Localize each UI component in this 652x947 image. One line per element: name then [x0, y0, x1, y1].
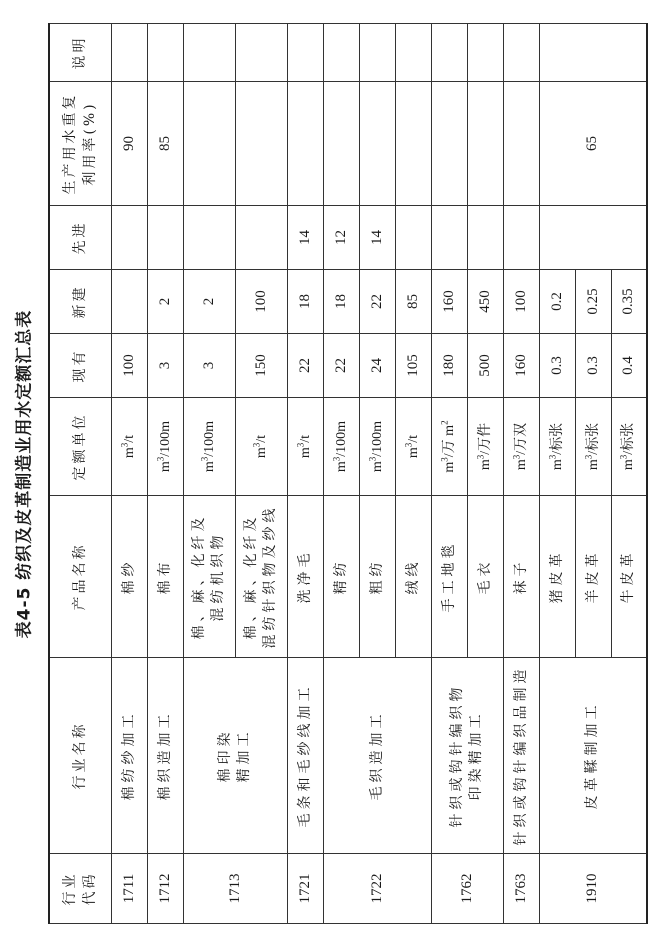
product-cell: 袜子 — [503, 496, 539, 658]
new-cell: 100 — [235, 270, 287, 334]
product-cell: 羊皮革 — [575, 496, 611, 658]
water-quota-table — [48, 23, 648, 924]
advanced-cell — [183, 206, 235, 270]
rotated-table-frame — [48, 24, 644, 924]
new-cell: 2 — [147, 270, 183, 334]
unit-cell — [183, 398, 235, 496]
advanced-cell — [431, 206, 467, 270]
unit-sup: 3 — [582, 454, 593, 460]
header-code-line-1: 行业 — [62, 871, 79, 906]
table-row — [111, 24, 147, 924]
unit-tail: /100m — [201, 420, 217, 457]
existing-cell: 24 — [359, 334, 395, 398]
unit-cell — [359, 398, 395, 496]
reuse-cell — [467, 82, 503, 206]
unit-tail: /万 m — [441, 424, 457, 458]
existing-cell: 0.3 — [575, 334, 611, 398]
unit-base: m — [369, 461, 385, 473]
unit-base: m — [621, 459, 637, 471]
advanced-cell — [539, 206, 647, 270]
unit-base: m — [157, 461, 173, 473]
table-row — [183, 24, 235, 924]
new-cell: 0.2 — [539, 270, 575, 334]
unit-sup: 3 — [438, 457, 449, 462]
advanced-cell: 14 — [287, 206, 323, 270]
industry-cell: 毛织造加工 — [323, 658, 431, 854]
unit-tail: /万件 — [477, 422, 493, 455]
unit-sup: 3 — [474, 454, 485, 460]
industry-line-1: 棉印染 — [217, 728, 233, 783]
industry-line-2: 印染精加工 — [468, 710, 484, 801]
reuse-cell — [503, 82, 539, 206]
code-cell: 1762 — [431, 854, 503, 924]
code-cell: 1711 — [111, 854, 147, 924]
unit-cell — [111, 398, 147, 496]
unit-tail: /标张 — [621, 422, 637, 455]
unit-cell — [147, 398, 183, 496]
unit-cell — [395, 398, 431, 496]
product-cell: 精纺 — [323, 496, 359, 658]
unit-tail: /100m — [157, 420, 173, 457]
unit-cell — [611, 398, 647, 496]
note-cell — [183, 24, 235, 82]
existing-cell: 22 — [323, 334, 359, 398]
unit-cell — [575, 398, 611, 496]
note-cell — [503, 24, 539, 82]
reuse-cell — [183, 82, 235, 206]
reuse-cell: 65 — [539, 82, 647, 206]
unit-tail: /标张 — [585, 422, 601, 455]
new-cell: 85 — [395, 270, 431, 334]
industry-line-2: 精加工 — [236, 728, 252, 783]
table-row — [147, 24, 183, 924]
table-row — [503, 24, 539, 924]
existing-cell: 150 — [235, 334, 287, 398]
unit-tail: /t — [121, 434, 137, 443]
product-line-2: 混纺机织物 — [210, 531, 226, 622]
advanced-cell — [503, 206, 539, 270]
code-cell: 1713 — [183, 854, 287, 924]
code-cell: 1763 — [503, 854, 539, 924]
advanced-cell: 14 — [359, 206, 395, 270]
unit-tail: /标张 — [549, 422, 565, 455]
unit-base: m — [405, 447, 421, 459]
reuse-cell — [395, 82, 431, 206]
new-cell: 0.25 — [575, 270, 611, 334]
unit-tail: /100m — [369, 420, 385, 457]
unit-base: m — [201, 461, 217, 473]
code-cell: 1910 — [539, 854, 647, 924]
product-line-1: 棉、麻、化纤及 — [191, 513, 207, 640]
header-note: 说明 — [49, 24, 111, 82]
header-reuse-line-2: 利用率(%) — [82, 101, 99, 186]
existing-cell: 105 — [395, 334, 431, 398]
product-cell: 棉布 — [147, 496, 183, 658]
note-cell — [287, 24, 323, 82]
product-cell: 绒线 — [395, 496, 431, 658]
header-product: 产品名称 — [49, 496, 111, 658]
unit-sup: 3 — [250, 442, 261, 448]
new-cell: 2 — [183, 270, 235, 334]
note-cell — [323, 24, 359, 82]
unit-tail: /t — [405, 434, 421, 443]
header-unit: 定额单位 — [49, 398, 111, 496]
new-cell: 18 — [323, 270, 359, 334]
reuse-cell — [235, 82, 287, 206]
unit-sup: 3 — [154, 456, 165, 462]
reuse-cell — [359, 82, 395, 206]
product-line-1: 棉、麻、化纤及 — [243, 513, 259, 640]
header-new: 新建 — [49, 270, 111, 334]
unit-cell — [431, 398, 467, 496]
unit-cell — [503, 398, 539, 496]
unit-cell — [467, 398, 503, 496]
unit-base: m — [253, 447, 269, 459]
advanced-cell — [467, 206, 503, 270]
existing-cell: 22 — [287, 334, 323, 398]
note-cell — [539, 24, 647, 82]
code-cell: 1721 — [287, 854, 323, 924]
product-cell: 粗纺 — [359, 496, 395, 658]
code-cell: 1722 — [323, 854, 431, 924]
product-line-2: 混纺针织物及纱线 — [262, 504, 278, 649]
new-cell: 22 — [359, 270, 395, 334]
unit-sup: 3 — [294, 442, 305, 448]
unit-cell — [235, 398, 287, 496]
reuse-cell: 90 — [111, 82, 147, 206]
unit-base: m — [297, 447, 313, 459]
unit-base: m — [121, 447, 137, 459]
header-industry: 行业名称 — [49, 658, 111, 854]
industry-cell: 棉织造加工 — [147, 658, 183, 854]
existing-cell: 180 — [431, 334, 467, 398]
existing-cell: 100 — [111, 334, 147, 398]
unit-sup: 3 — [402, 442, 413, 448]
unit-sup: 3 — [510, 454, 521, 460]
product-cell: 牛皮革 — [611, 496, 647, 658]
existing-cell: 0.4 — [611, 334, 647, 398]
reuse-cell: 85 — [147, 82, 183, 206]
code-cell: 1712 — [147, 854, 183, 924]
existing-cell: 160 — [503, 334, 539, 398]
product-cell: 洗净毛 — [287, 496, 323, 658]
note-cell — [235, 24, 287, 82]
note-cell — [431, 24, 467, 82]
note-cell — [395, 24, 431, 82]
existing-cell: 500 — [467, 334, 503, 398]
new-cell: 160 — [431, 270, 467, 334]
product-cell: 手工地毯 — [431, 496, 467, 658]
existing-cell: 3 — [183, 334, 235, 398]
unit-sup: 3 — [366, 456, 377, 462]
note-cell — [147, 24, 183, 82]
product-cell — [183, 496, 235, 658]
note-cell — [111, 24, 147, 82]
unit-base: m — [477, 459, 493, 471]
unit-cell — [539, 398, 575, 496]
unit-tail: /t — [297, 434, 313, 443]
product-cell: 猪皮革 — [539, 496, 575, 658]
unit-base: m — [333, 461, 349, 473]
industry-cell — [431, 658, 503, 854]
advanced-cell — [395, 206, 431, 270]
unit-base: m — [513, 459, 529, 471]
unit-base: m — [585, 459, 601, 471]
industry-cell: 棉纺纱加工 — [111, 658, 147, 854]
product-cell — [235, 496, 287, 658]
table-row — [539, 24, 575, 924]
existing-cell: 3 — [147, 334, 183, 398]
unit-sup: 3 — [118, 442, 129, 448]
product-cell: 毛衣 — [467, 496, 503, 658]
unit-tail: /100m — [333, 420, 349, 457]
product-cell: 棉纱 — [111, 496, 147, 658]
unit-cell — [323, 398, 359, 496]
unit-tail: /t — [253, 434, 269, 443]
header-reuse — [49, 82, 111, 206]
new-cell: 450 — [467, 270, 503, 334]
advanced-cell: 12 — [323, 206, 359, 270]
header-advanced: 先进 — [49, 206, 111, 270]
unit-cell — [287, 398, 323, 496]
header-row — [49, 24, 111, 924]
unit-sup: 3 — [618, 454, 629, 460]
new-cell: 18 — [287, 270, 323, 334]
new-cell: 100 — [503, 270, 539, 334]
reuse-cell — [323, 82, 359, 206]
existing-cell: 0.3 — [539, 334, 575, 398]
table-row — [323, 24, 359, 924]
industry-cell: 毛条和毛纱线加工 — [287, 658, 323, 854]
advanced-cell — [235, 206, 287, 270]
unit-tail: /万双 — [513, 422, 529, 455]
new-cell — [111, 270, 147, 334]
advanced-cell — [147, 206, 183, 270]
header-reuse-line-1: 生产用水重复 — [62, 92, 79, 195]
reuse-cell — [287, 82, 323, 206]
header-code-line-2: 代码 — [82, 871, 99, 906]
advanced-cell — [111, 206, 147, 270]
industry-cell — [183, 658, 287, 854]
note-cell — [359, 24, 395, 82]
table-row — [431, 24, 467, 924]
unit-sup: 3 — [546, 454, 557, 460]
industry-line-1: 针织或钩针编织物 — [449, 683, 465, 828]
unit-sup: 3 — [330, 456, 341, 462]
note-cell — [467, 24, 503, 82]
page-title: 表4-5 纺织及皮革制造业用水定额汇总表 — [14, 309, 35, 639]
unit-base: m — [441, 461, 457, 473]
industry-cell: 皮革鞣制加工 — [539, 658, 647, 854]
new-cell: 0.35 — [611, 270, 647, 334]
unit-base: m — [549, 459, 565, 471]
industry-cell: 针织或钩针编织品制造 — [503, 658, 539, 854]
header-existing: 现有 — [49, 334, 111, 398]
table-row — [287, 24, 323, 924]
unit-sup-2: 2 — [438, 420, 449, 425]
unit-sup: 3 — [198, 456, 209, 462]
reuse-cell — [431, 82, 467, 206]
header-code — [49, 854, 111, 924]
